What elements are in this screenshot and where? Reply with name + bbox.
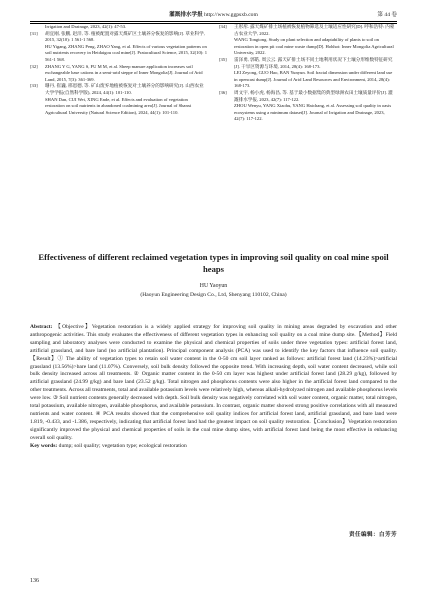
reference-list xyxy=(30,24,397,236)
result-label: 【Result】 xyxy=(30,355,58,362)
keywords-text: dump; soil quality; vegetation type; ecological restoration xyxy=(58,442,187,449)
reference-column-right xyxy=(219,24,397,236)
reference-entry: WANG Tongtong. Study on plant selection and adaptability of plants to soil on restoration in open pit coal mine waste dump[D]. Hohhot: Inner Mongolia Agricultural University, 2022. xyxy=(234,37,394,56)
author-affiliation: (Haoyun Engineering Design Co., Ltd, Shenyang 110102, China) xyxy=(140,292,287,299)
method-text: Field sampling and laboratory analyses were conducted to examine the physical and chemical properties of soils under three vegetation types: artificial forest land, artificial grassland, and bare land (no artificial plantation). Principal component analysis (PCA) was used to identify the key factors that influence soil quality. xyxy=(30,331,397,354)
volume-label: 第 44 卷 xyxy=(377,12,397,18)
reference-entry: [35] 雷泽勇, 郭皓, 周云云. 露天矿排土场不同土地利用状况下土壤分形维数特征研究[J]. 干旱区资源与环境, 2014, 28(4): 168-173. xyxy=(219,56,393,69)
reference-entry: Irrigation and Drainage, 2023, 42(1): 47-53. xyxy=(45,24,127,29)
reference-entry: [31] 胡宜刚, 张鹏, 赵洋, 等. 植被配置对露天煤矿区土壤养分恢复的影响[J]. 草业科学, 2015, 32(10): 1 561-1 568. xyxy=(30,30,205,43)
keywords xyxy=(30,443,397,451)
objective-label: 【Objective】 xyxy=(55,324,92,330)
paper-title: Effectiveness of different reclaimed vegetation types in improving soil quality on coal mine spoil heaps xyxy=(38,252,389,274)
reference-entry: ZHOU Wenyu, YANG Xiaohu, YANG Haichang, et al. Assessing soil quality in oasis ecosystems using a minimum dataset[J]. Journal of Irrigation and Drainage, 2023, 42(7): 117-122. xyxy=(234,103,392,122)
conclusion-label: 【Conclusion】 xyxy=(310,418,348,425)
page-number: 136 xyxy=(30,578,39,584)
reference-entry: [34] 王彤彤. 露天煤矿排土场植被恢复植物筛选及土壤适应性研究[D]. 呼和浩特: 内蒙古农业大学, 2022. xyxy=(219,24,395,36)
objective-text: Vegetation restoration is a widely applied strategy for improving soil quality in mining areas degraded by excavation and other anthropogenic activities. This study evaluates the effectiveness of different vegetation types in enhancing soil quality on a coal mine dump site. xyxy=(30,324,397,338)
responsible-editor: 责任编辑：白芳芳 xyxy=(349,532,397,538)
english-title-block xyxy=(30,252,397,298)
reference-entry: LEI Zeyong, GUO Hao, BAN Yunyun. Soil fractal dimension under different land use in opencast dump[J]. Journal of Arid Land Resources and Environment, 2014, 28(4): 168-173. xyxy=(234,70,393,89)
reference-entry: [36] 周文宇, 杨小虎, 杨海昌, 等. 基于最小数据集的典型绿洲农田土壤质量评价[J]. 灌溉排水学报, 2023, 42(7): 117-122. xyxy=(219,89,393,102)
reference-entry: SHAN Dan, CUI Wei, XING Ende, et al. Effects and evaluation of vegetation restoration on soil nutrients in abandoned coalmining area[J]. Journal of Shanxi Agricultural University (Natural Science Edition), 2024, 44(1): 101-110. xyxy=(45,96,192,115)
journal-name: 灌溉排水学报 xyxy=(169,12,203,18)
author-name: HU Yaoyun xyxy=(199,283,228,290)
abstract-label: Abstract: xyxy=(30,324,53,330)
reference-column-left xyxy=(30,24,208,236)
reference-entry: HU Yigang, ZHANG Peng, ZHAO Yang, et al. Effects of various vegetation patterns on soil nutrients recovery in Heidaigou coal mine[J]. Pratacultural Science, 2015, 32(10): 1 561-1 568. xyxy=(45,43,208,62)
method-label: 【Method】 xyxy=(355,331,386,338)
reference-entry: [33] 珊丹, 崔巍, 邢恩德, 等. 矿山废弃地植被恢复对土壤养分的影响研究[J]. 山西农业大学学报(自然科学版), 2024, 44(1): 101-110. xyxy=(30,83,204,95)
abstract-body xyxy=(30,324,397,443)
journal-url[interactable]: http://www.ggpsxb.com xyxy=(204,12,258,18)
reference-entry: [32] ZHANG Y G, YANG S, FU M M, et al. Sheep manure application increases soil exchangeable base cations in a semi-arid steppe of Inner Mongolia[J]. Journal of Arid Land, 2015, 7(3): 361-369. xyxy=(30,63,203,82)
keywords-label: Key words: xyxy=(30,442,58,449)
conclusion-text: Vegetation restoration significantly improved the physical and chemical properties of soils in the coal mine dump sites, with artificial forest land being the most effective in enhancing overall soil quality. xyxy=(30,418,397,441)
result-text: ① The ability of vegetation types to retain soil water content in the 0-50 cm soil layer ranked as follows: artificial forest land (14.23%)>artificial grassland (13.56%)>bare land (11.07%). Conversely, soil bulk density followed the opposite trend. With increasing depth, soil water content decreased, while soil bulk density increased across all treatments. ② Organic matter content in the 0-50 cm layer was highest under artificial forest land (28.29 g/kg), followed by artificial grassland (24.99 g/kg) and bare land (23.52 g/kg). Total nitrogen and phosphorus contents were also higher in the artificial forest land compared to the other treatments. Across all treatments, total and available potassium levels were relatively high, whereas alkali-hydrolyzed nitrogen and available phosphorus levels were low. ③ Soil nutrient contents generally decreased with depth. Soil bulk density was negatively correlated with soil water content, organic matter, total nitrogen, total potassium, available nitrogen, available phosphorus, and available potassium. In contrast, organic matter showed strong positive correlations with all measured nutrients and water content. ④ PCA results showed that the comprehensive soil quality indices for artificial forest land, artificial grassland, and bare land were 1.819, -0.433, and -1.386, respectively, indicating that artificial forest land had the greatest impact on soil quality restoration. xyxy=(30,355,397,425)
abstract xyxy=(30,324,397,451)
